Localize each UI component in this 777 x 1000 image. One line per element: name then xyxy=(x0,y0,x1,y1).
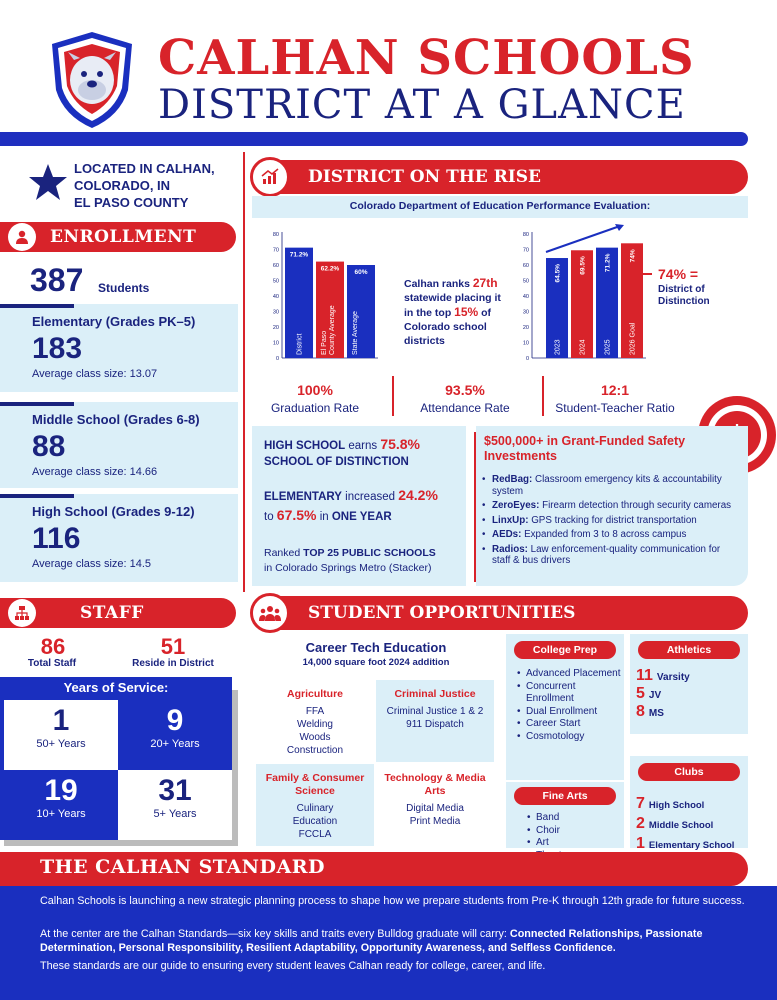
y-tick-label: 70 xyxy=(272,247,279,254)
years-cell-20plus: 9 20+ Years xyxy=(118,700,232,770)
years-of-service-title: Years of Service: xyxy=(63,680,169,695)
staff-in-district-label: Reside in District xyxy=(132,658,214,669)
x-category-label: 2023 xyxy=(554,339,562,355)
x-category-label: El PasoCounty Average xyxy=(321,305,336,355)
elementary-increase: ELEMENTARY increased 24.2% to 67.5% in ONE YEAR xyxy=(264,487,438,523)
standard-heading: THE CALHAN STANDARD xyxy=(40,856,325,878)
y-tick-label: 0 xyxy=(525,356,529,362)
years-cell-5plus: 31 5+ Years xyxy=(118,770,232,840)
school-count: 116 xyxy=(32,522,81,555)
athletics-row: 11 Varsity xyxy=(636,667,690,684)
grant-list xyxy=(480,474,740,570)
top-25-ranking: Ranked TOP 25 PUBLIC SCHOOLS in Colorado Springs Metro (Stacker) xyxy=(264,547,436,574)
x-category-label: 2024 xyxy=(579,339,587,355)
y-tick-label: 70 xyxy=(522,247,529,254)
college-prep-heading: College Prep xyxy=(514,641,616,659)
grant-title: $500,000+ in Grant-Funded Safety Investments xyxy=(484,434,686,463)
y-tick-label: 40 xyxy=(272,294,279,300)
list-item: • AEDs: Expanded from 3 to 8 across campus xyxy=(480,529,740,541)
org-chart-icon xyxy=(8,599,36,627)
trend-bar-chart xyxy=(512,222,652,364)
list-item: • Band xyxy=(526,812,616,825)
y-tick-label: 60 xyxy=(522,263,529,269)
student-opportunities-heading: STUDENT OPPORTUNITIES xyxy=(252,596,748,630)
cte-family-consumer-science: Family & Consumer Science Culinary Education FCCLA xyxy=(256,764,374,846)
total-students-label: Students xyxy=(98,281,150,295)
school-card-elementary xyxy=(0,304,238,392)
y-tick-label: 30 xyxy=(522,309,529,316)
cte-agriculture: Agriculture FFA Welding Woods Construction xyxy=(286,688,344,756)
y-tick-label: 10 xyxy=(522,340,529,347)
club-row: 2 Middle School xyxy=(636,815,714,832)
list-item: • Advanced Placement xyxy=(516,668,626,681)
x-category-label: State Average xyxy=(352,311,359,355)
y-tick-label: 40 xyxy=(522,294,529,300)
y-tick-label: 20 xyxy=(272,325,279,331)
column-divider xyxy=(243,152,245,592)
school-count: 88 xyxy=(32,430,66,463)
school-avg-class: Average class size: 14.66 xyxy=(32,466,158,478)
x-category-label: District xyxy=(296,333,304,355)
bar-data-label: 74% xyxy=(629,249,637,263)
y-tick-label: 80 xyxy=(522,232,529,238)
school-name: Elementary (Grades PK–5) xyxy=(32,314,196,329)
performance-subtitle: Colorado Department of Education Performance Evaluation: xyxy=(349,200,651,212)
school-card-middle xyxy=(0,402,238,488)
cte-technology-media: Technology & Media Arts Digital Media Print Media xyxy=(384,772,486,827)
y-tick-label: 50 xyxy=(522,278,529,285)
years-cell-10plus: 19 10+ Years xyxy=(4,770,118,840)
enrollment-heading: ENROLLMENT xyxy=(0,222,236,252)
y-tick-label: 50 xyxy=(272,278,279,285)
list-item: • Radios: Law enforcement-quality communication for staff & bus drivers xyxy=(480,544,740,567)
bar-data-label: 71.2% xyxy=(289,251,309,259)
list-item: • Cosmotology xyxy=(516,731,626,744)
high-school-distinction: HIGH SCHOOL earns 75.8% SCHOOL OF DISTINCTION xyxy=(264,436,421,468)
standard-paragraph-1: Calhan Schools is launching a new strategic planning process to shape how we prepare students from Pre-K through 12th grade for future success. xyxy=(40,895,745,907)
cte-title: Career Tech Education xyxy=(305,640,447,655)
staff-in-district-number: 51 xyxy=(160,634,186,659)
club-row: 7 High School xyxy=(636,795,705,812)
rising-chart-icon xyxy=(250,157,290,197)
person-icon xyxy=(8,223,36,251)
group-icon xyxy=(250,593,290,633)
school-card-high xyxy=(0,494,238,582)
state-rank-text: Calhan ranks 27th statewide placing it in the top 15% of Colorado school districts xyxy=(404,276,501,347)
attendance-rate-stat: 93.5% Attendance Rate xyxy=(420,382,510,415)
standard-paragraph-2: At the center are the Calhan Standards—six key skills and traits every Bulldog graduate will carry: Connected Relationships, Passionate Determination, Personal Responsibility, Resilient Adaptability, Opportunity Awareness, and Selfless Confidence. xyxy=(40,928,703,954)
bar-data-label: 62.2% xyxy=(320,265,340,273)
list-item: • LinxUp: GPS tracking for district transportation xyxy=(480,515,740,527)
cte-criminal-justice: Criminal Justice Criminal Justice 1 & 2 911 Dispatch xyxy=(376,680,494,762)
comparison-bar-chart xyxy=(262,224,400,364)
club-row: 1 Elementary School xyxy=(636,835,735,852)
clubs-heading: Clubs xyxy=(638,763,740,781)
district-rise-heading: DISTRICT ON THE RISE xyxy=(252,160,748,194)
location-text: LOCATED IN CALHAN, COLORADO, IN EL PASO COUNTY xyxy=(74,161,215,210)
athletics-row: 5 JV xyxy=(636,685,662,702)
y-tick-label: 30 xyxy=(272,309,279,316)
list-item: • Concurrent Enrollment xyxy=(516,681,626,706)
bar-data-label: 64.5% xyxy=(554,264,562,283)
list-item: • Art xyxy=(526,837,616,850)
x-category-label: 2025 xyxy=(604,339,612,355)
bar-data-label: 71.2% xyxy=(604,253,612,273)
athletics-heading: Athletics xyxy=(638,641,740,659)
y-tick-label: 20 xyxy=(522,325,529,331)
total-students-number: 387 xyxy=(30,262,84,298)
school-avg-class: Average class size: 14.5 xyxy=(32,558,152,570)
list-item: • Choir xyxy=(526,825,616,838)
college-prep-list xyxy=(516,668,626,743)
list-item: • ZeroEyes: Firearm detection through security cameras xyxy=(480,500,740,512)
graduation-rate-stat: 100% Graduation Rate xyxy=(270,382,360,415)
header-divider-bar xyxy=(0,132,748,146)
athletics-row: 8 MS xyxy=(636,703,664,720)
star-icon xyxy=(28,162,68,202)
y-tick-label: 60 xyxy=(272,263,279,269)
total-staff-number: 86 xyxy=(40,634,66,659)
school-name: High School (Grades 9-12) xyxy=(32,504,195,519)
cte-subtitle: 14,000 square foot 2024 addition xyxy=(302,657,450,668)
school-avg-class: Average class size: 13.07 xyxy=(32,368,158,380)
school-name: Middle School (Grades 6-8) xyxy=(32,412,200,427)
bar-data-label: 69.5% xyxy=(579,256,587,275)
bulldog-shield-icon xyxy=(48,30,136,130)
y-tick-label: 80 xyxy=(272,232,279,238)
y-tick-label: 0 xyxy=(275,356,279,362)
list-item: • Career Start xyxy=(516,718,626,731)
fine-arts-heading: Fine Arts xyxy=(514,787,616,805)
list-item: • RedBag: Classroom emergency kits & accountability system xyxy=(480,474,740,497)
page-title-line1: CALHAN SCHOOLS xyxy=(158,30,695,86)
staff-heading: STAFF xyxy=(0,598,236,628)
distinction-callout: 74% = District of Distinction xyxy=(658,266,710,307)
page-title-line2: DISTRICT AT A GLANCE xyxy=(158,82,686,128)
years-cell-50plus: 1 50+ Years xyxy=(4,700,118,770)
school-count: 183 xyxy=(32,332,83,365)
bar-data-label: 60% xyxy=(354,269,368,276)
list-item: • Dual Enrollment xyxy=(516,706,626,719)
standard-paragraph-3: These standards are our guide to ensuring every student leaves Calhan ready for college, career, and life. xyxy=(40,960,546,972)
student-teacher-ratio-stat: 12:1 Student-Teacher Ratio xyxy=(555,382,675,415)
total-staff-label: Total Staff xyxy=(27,658,77,669)
y-tick-label: 10 xyxy=(272,340,279,347)
x-category-label: 2026 Goal xyxy=(629,322,637,355)
